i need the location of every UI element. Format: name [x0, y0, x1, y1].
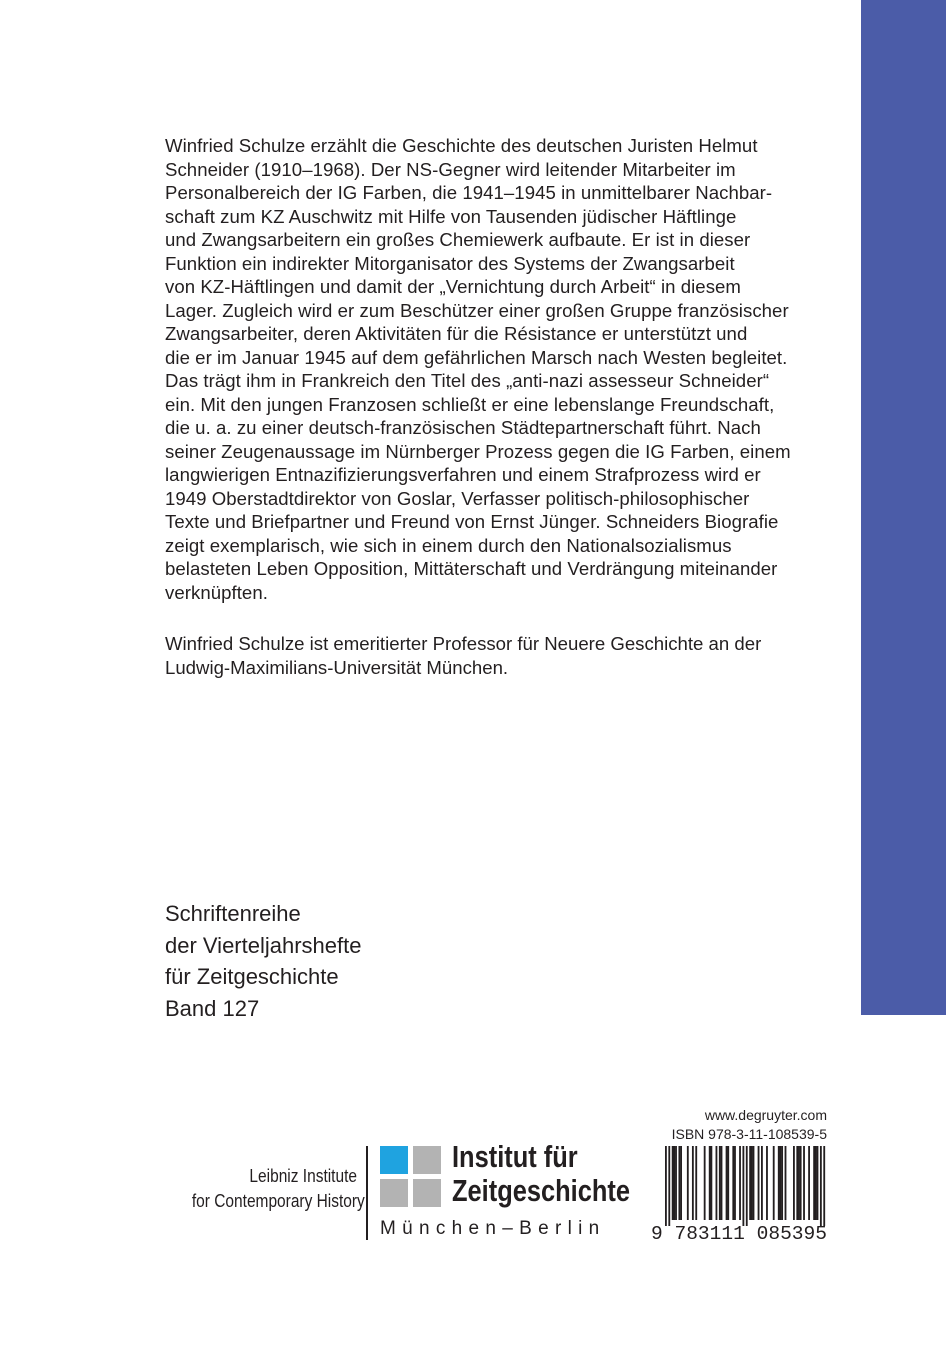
- blurb-line: ein. Mit den jungen Franzosen schließt er eine lebenslange Freundschaft,: [165, 393, 775, 415]
- barcode-bar: [793, 1146, 795, 1220]
- barcode-bar: [785, 1146, 787, 1220]
- blurb-line: Texte und Briefpartner und Freund von Ernst Jünger. Schneiders Biografie: [165, 511, 779, 532]
- institute-name-line: Institut für: [452, 1139, 578, 1174]
- barcode-bar: [778, 1146, 780, 1220]
- barcode-bar: [803, 1146, 805, 1220]
- barcode-bar: [758, 1146, 760, 1220]
- barcode-bar: [727, 1146, 729, 1220]
- barcode-bar: [721, 1146, 723, 1220]
- ifz-logo-icon: [380, 1146, 442, 1208]
- barcode-bar: [781, 1146, 783, 1220]
- blurb-line: und Zwangsarbeitern ein großes Chemiewerk aufbaute. Er ist in dieser: [165, 229, 751, 250]
- barcode-bar: [808, 1146, 810, 1220]
- barcode-bar: [704, 1146, 706, 1220]
- barcode-bar: [692, 1146, 694, 1220]
- barcode-bar: [675, 1146, 677, 1220]
- barcode-bar: [726, 1146, 728, 1220]
- barcode-bar: [678, 1146, 680, 1220]
- barcode-bars: [665, 1146, 825, 1226]
- barcode-bar: [773, 1146, 775, 1220]
- barcode-bar: [668, 1146, 670, 1226]
- barcode-bar: [820, 1146, 822, 1226]
- blurb-line: Lager. Zugleich wird er zum Beschützer einer großen Gruppe französischer: [165, 299, 789, 321]
- blurb-line: langwierigen Entnazifizierungsverfahren und einem Strafprozess wird er: [165, 464, 761, 485]
- barcode-bar: [687, 1146, 689, 1220]
- blurb-line: Zwangsarbeiter, deren Aktivitäten für die Résistance er unterstützt und: [165, 323, 748, 344]
- author-bio: [165, 632, 830, 679]
- barcode-bar: [761, 1146, 763, 1220]
- barcode-bar: [672, 1146, 674, 1220]
- barcode-bar: [673, 1146, 675, 1220]
- barcode-bar: [739, 1146, 741, 1220]
- series-line: Schriftenreihe: [165, 901, 301, 926]
- logo-square-gray: [413, 1179, 441, 1207]
- logo-square-blue: [380, 1146, 408, 1174]
- barcode-bar: [817, 1146, 819, 1220]
- barcode-bar: [823, 1146, 825, 1226]
- blurb-line: die er im Januar 1945 auf dem gefährlichen Marsch nach Westen begleitet.: [165, 346, 788, 368]
- barcode-bar: [746, 1146, 748, 1226]
- blurb-line: seiner Zeugenaussage im Nürnberger Prozess gegen die IG Farben, einem: [165, 440, 791, 462]
- barcode-bar: [749, 1146, 751, 1220]
- author-bio-line: Winfried Schulze ist emeritierter Professor für Neuere Geschichte an der: [165, 633, 762, 654]
- blurb-line: schaft zum KZ Auschwitz mit Hilfe von Tausenden jüdischer Häftlinge: [165, 205, 737, 227]
- blurb-line: belasteten Leben Opposition, Mittäterschaft und Verdrängung miteinander: [165, 558, 778, 579]
- logo-divider: [366, 1146, 368, 1240]
- barcode-bar: [800, 1146, 802, 1220]
- blurb-line: von KZ-Häftlingen und damit der „Vernichtung durch Arbeit“ in diesem: [165, 276, 741, 297]
- barcode-bar: [813, 1146, 815, 1220]
- cover-color-band: [861, 0, 946, 1015]
- barcode-bar: [796, 1146, 798, 1220]
- author-bio-line: Ludwig-Maximilians-Universität München.: [165, 656, 509, 678]
- institute-name-line: Zeitgeschichte: [452, 1173, 630, 1208]
- blurb-line: Winfried Schulze erzählt die Geschichte des deutschen Juristen Helmut: [165, 135, 758, 156]
- barcode-bar: [665, 1146, 667, 1226]
- blurb-line: verknüpften.: [165, 581, 268, 603]
- barcode-bar: [716, 1146, 718, 1220]
- barcode-bar: [766, 1146, 768, 1220]
- barcode-bar: [753, 1146, 755, 1220]
- series-info: [165, 898, 362, 1024]
- blurb-line: Personalbereich der IG Farben, die 1941–1945 in unmittelbarer Nachbar-: [165, 182, 773, 203]
- series-line: Band 127: [165, 995, 260, 1021]
- barcode-bar: [732, 1146, 734, 1220]
- leibniz-line: for Contemporary History: [191, 1190, 365, 1211]
- leibniz-institute-label: [191, 1164, 365, 1213]
- logo-square-gray: [413, 1146, 441, 1174]
- blurb-line: die u. a. zu einer deutsch-französischen Städtepartnerschaft führt. Nach: [165, 417, 761, 438]
- barcode-bar: [815, 1146, 817, 1220]
- blurb-line: zeigt exemplarisch, wie sich in einem durch den Nationalsozialismus: [165, 534, 732, 556]
- barcode-bar: [695, 1146, 697, 1220]
- barcode-bar: [710, 1146, 712, 1220]
- logo-square-gray: [380, 1179, 408, 1207]
- barcode-bar: [719, 1146, 721, 1220]
- blurb-line: Funktion ein indirekter Mitorganisator des Systems der Zwangsarbeit: [165, 252, 735, 274]
- publisher-url[interactable]: www.degruyter.com: [704, 1107, 827, 1123]
- blurb-line: 1949 Oberstadtdirektor von Goslar, Verfasser politisch-philosophischer: [165, 487, 750, 509]
- leibniz-line: Leibniz Institute: [249, 1166, 357, 1186]
- institute-name: [452, 1140, 630, 1208]
- barcode-bar: [780, 1146, 782, 1220]
- isbn-barcode: [651, 1146, 827, 1242]
- blurb-line: Schneider (1910–1968). Der NS-Gegner wird leitender Mitarbeiter im: [165, 158, 736, 180]
- barcode-bar: [709, 1146, 711, 1220]
- barcode-bar: [751, 1146, 753, 1220]
- series-line: der Vierteljahrshefte: [165, 932, 362, 958]
- series-line: für Zeitgeschichte: [165, 964, 339, 989]
- isbn-label: ISBN 978-3-11-108539-5: [671, 1126, 827, 1142]
- barcode-bar: [734, 1146, 736, 1220]
- barcode-digits: 9 783111 085395: [651, 1223, 827, 1242]
- barcode-bar: [680, 1146, 682, 1220]
- blurb-text: [165, 134, 830, 604]
- barcode-bar: [742, 1146, 744, 1226]
- blurb-line: Das trägt ihm in Frankreich den Titel des „anti-nazi assesseur Schneider“: [165, 370, 770, 391]
- institute-city: München–Berlin: [380, 1218, 606, 1239]
- barcode-bar: [798, 1146, 800, 1220]
